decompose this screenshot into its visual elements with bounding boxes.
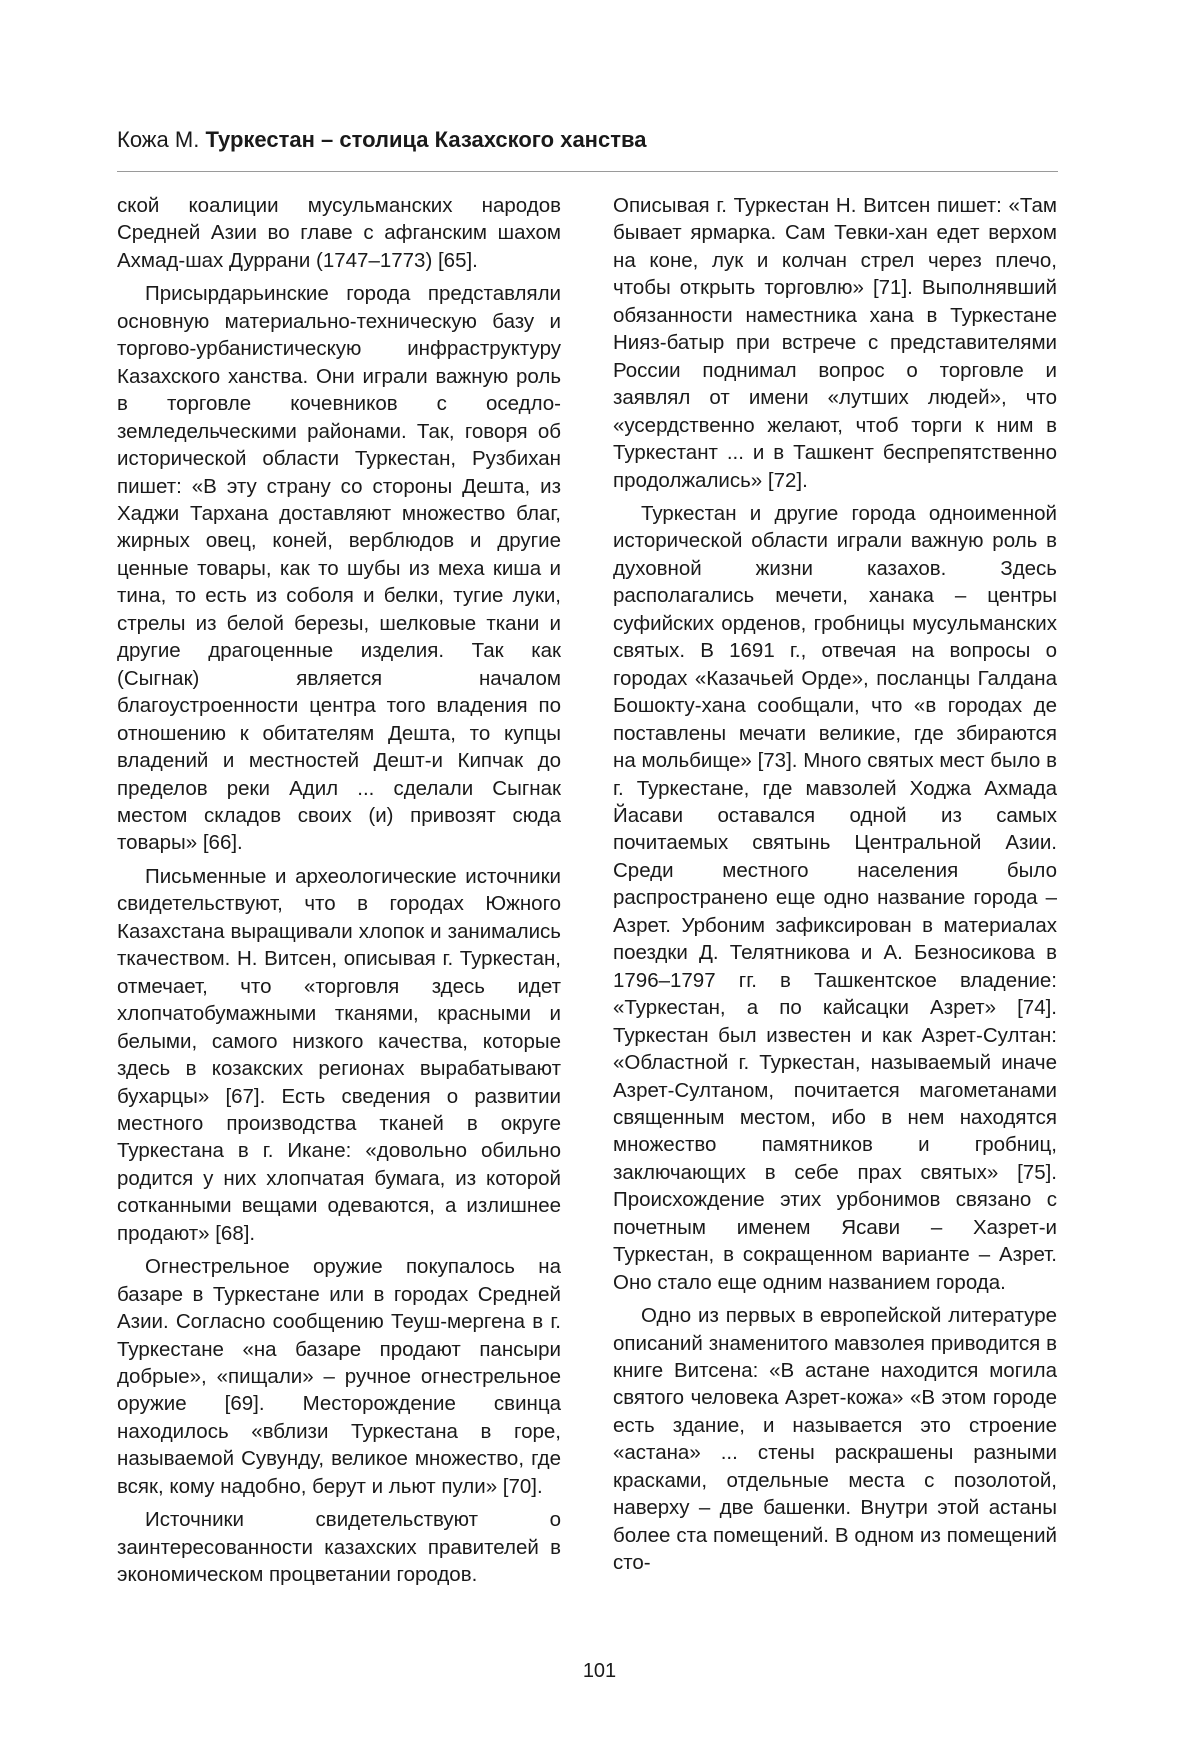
left-column [117,192,561,1589]
header-rule [117,171,1058,172]
header-author: Кожа М. [117,127,200,152]
running-header [117,126,1057,154]
paragraph: Источники свидетельствуют о заинтересованности казахских правителей в экономическом процветании городов. [117,1508,561,1587]
right-column [613,192,1057,1577]
paragraph: Присырдарьинские города представляли основную материально-техническую базу и торгово-урбанистическую инфраструктуру Казахского ханства. Они играли важную роль в торговле кочевников с оседло-земледельческими районами. Так, говоря об исторической области Туркестан, Рузбихан пишет: «В эту страну со стороны Дешта, из Хаджи Тархана доставляют множество благ, жирных овец, коней, верблюдов и другие ценные товары, как то шубы из меха киша и тина, то есть из соболя и белки, тугие луки, стрелы из белой березы, шелковые ткани и другие драгоценные изделия. Так как (Сыгнак) является началом благоустроенности центра того владения по отношению к обитателям Дешта, то купцы владений и местностей Дешт-и Кипчак до пределов реки Адил ... сделали Сыгнак местом складов своих (и) привозят сюда товары» [66]. [117,282,561,855]
header-title: Туркестан – столица Казахского ханства [205,127,647,152]
paragraph: Одно из первых в европейской литературе описаний знаменитого мавзолея приводится в книге Витсена: «В астане находится могила святого человека Азрет-кожа» «В этом городе есть здание, и называется это строение «астана» ... стены раскрашены разными красками, отдельные места с позолотой, наверху – две башенки. Внутри этой астаны более ста помещений. В одном из помещений сто- [613,1304,1057,1575]
paragraph: Описывая г. Туркестан Н. Витсен пишет: «Там бывает ярмарка. Сам Тевки-хан едет верхом на коне, лук и колчан стрел через плечо, чтобы открыть торговлю» [71]. Выполнявший обязанности наместника хана в Туркестане Нияз-батыр при встрече с представителями России поднимал вопрос о торговле и заявлял от имени «лутших людей», что «усердственно желают, чтоб торги к ним в Туркестант ... и в Ташкент беспрепятственно продолжались» [72]. [613,194,1057,492]
page-number: 101 [582,1660,617,1682]
paragraph: Письменные и археологические источники свидетельствуют, что в городах Южного Казахстана выращивали хлопок и занимались ткачеством. Н. Витсен, описывая г. Туркестан, отмечает, что «торговля здесь идет хлопчатобумажными тканями, красными и белыми, самого низкого качества, которые здесь в козакских регионах вырабатывают бухарцы» [67]. Есть сведения о развитии местного производства тканей в округе Туркестана в г. Икане: «довольно обильно родится у них хлопчатая бумага, из которой сотканными вещами одеваются, а излишнее продают» [68]. [117,864,561,1245]
paragraph: ской коалиции мусульманских народов Средней Азии во главе с афганским шахом Ахмад-шах Дуррани (1747–1773) [65]. [117,194,561,272]
paragraph: Огнестрельное оружие покупалось на базаре в Туркестане или в городах Средней Азии. Согласно сообщению Теуш-мергена в г. Туркестане «на базаре продают пансыри добрые», «пищали» – ручное огнестрельное оружие [69]. Месторождение свинца находилось «вблизи Туркестана в горе, называемой Сувунду, великое множество, где всяк, кому надобно, берут и льют пули» [70]. [117,1255,561,1498]
paragraph: Туркестан и другие города одноименной исторической области играли важную роль в духовной жизни казахов. Здесь располагались мечети, ханака – центры суфийских орденов, гробницы мусульманских святых. В 1691 г., отвечая на вопросы о городах «Казачьей Орде», посланцы Галдана Бошокту-хана сообщали, что «в городах де поставлены мечати великие, где збираются на мольбище» [73]. Много святых мест было в г. Туркестане, где мавзолей Ходжа Ахмада Йасави оставался одной из самых почитаемых святынь Центральной Азии. Среди местного населения было распространено еще одно название города – Азрет. Урбоним зафиксирован в материалах поездки Д. Телятникова и А. Безносикова в 1796–1797 гг. в Ташкентское владение: «Туркестан, а по кайсацки Азрет» [74]. Туркестан был известен и как Азрет-Султан: «Областной г. Туркестан, называемый иначе Азрет-Султаном, почитается магометанами священным местом, ибо в нем находятся множество памятников и гробниц, заключающих в себе прах святых» [75]. Происхождение этих урбонимов связано с почетным именем Ясави – Хазрет-и Туркестан, в сокращенном варианте – Азрет. Оно стало еще одним названием города. [613,501,1057,1294]
